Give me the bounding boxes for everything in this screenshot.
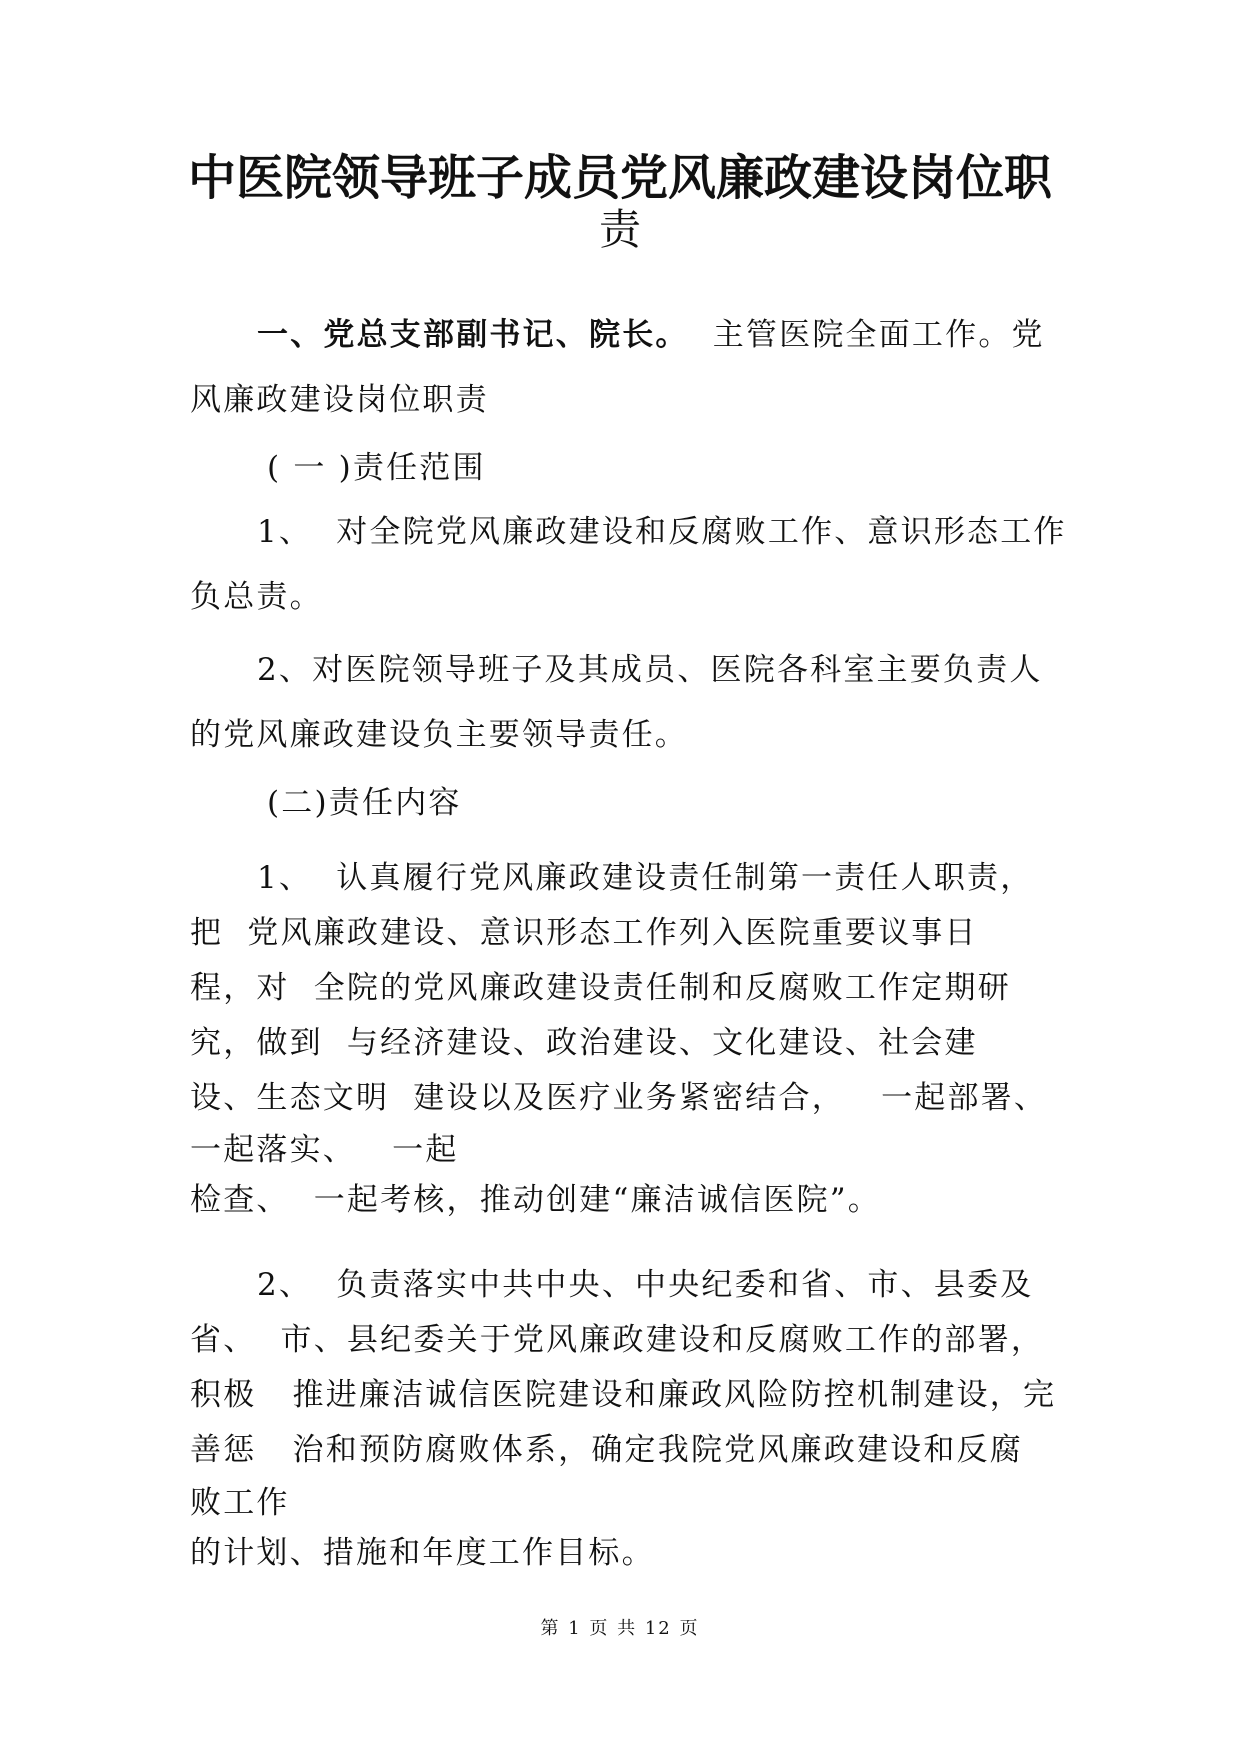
part2-item2-line: 2、 负责落实中共中央、中央纪委和省、市、县委及 [257,1267,1034,1303]
part2-item2-line: 的计划、措施和年度工作目标。 [190,1535,655,1571]
part2-item2-line: 省、 市、县纪委关于党风廉政建设和反腐败工作的部署， [190,1322,1045,1358]
part2-item1-line: 究，做到 与经济建设、政治建设、文化建设、社会建 [190,1025,978,1061]
document-title-line1: 中医院领导班子成员党风廉政建设岗位职 [187,150,1052,206]
part1-heading: ( 一 )责任范围 [267,450,486,486]
part1-item1-line2: 负总责。 [190,579,323,615]
part2-heading: (二)责任内容 [267,785,462,821]
section1-line1 [257,315,1045,355]
part2-item1-line: 检查、 一起考核，推动创建“廉洁诚信医院”。 [190,1182,882,1218]
part2-item1-line: 把 党风廉政建设、意识形态工作列入医院重要议事日 [190,915,978,951]
document-title-line2: 责 [598,205,641,254]
section1-text: 主管医院全面工作。党 [712,317,1045,353]
part2-item2-line: 积极 推进廉洁诚信医院建设和廉政风险防控机制建设，完 [190,1377,1057,1413]
part2-item2-line: 善惩 治和预防腐败体系，确定我院党风廉政建设和反腐 [190,1432,1023,1468]
part1-item2-line2: 的党风廉政建设负主要领导责任。 [190,717,688,753]
page-number-footer: 第 1 页 共 12 页 [540,1618,700,1639]
part1-item1-line1: 1、 对全院党风廉政建设和反腐败工作、意识形态工作 [257,514,1067,550]
section1-heading: 一、党总支部副书记、院长。 [257,317,689,353]
part1-item2-line1: 2、对医院领导班子及其成员、医院各科室主要负责人 [257,652,1043,688]
part2-item2-line: 败工作 [190,1485,290,1521]
section1-line2: 风廉政建设岗位职责 [190,382,489,418]
part2-item1-line: 1、 认真履行党风廉政建设责任制第一责任人职责， [257,860,1034,896]
part2-item1-line: 一起落实、 一起 [190,1132,459,1168]
part2-item1-line: 程，对 全院的党风廉政建设责任制和反腐败工作定期研 [190,970,1011,1006]
part2-item1-line: 设、生态文明 建设以及医疗业务紧密结合， 一起部署、 [190,1080,1048,1116]
